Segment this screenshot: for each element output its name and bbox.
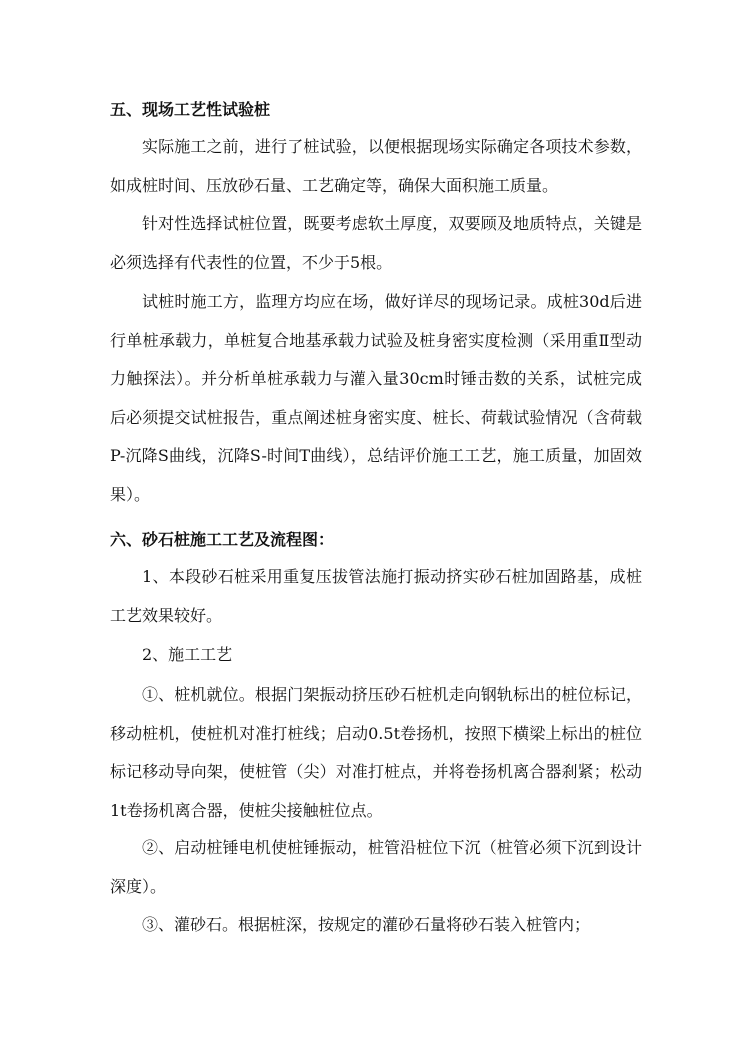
section-6-paragraph-4: ②、启动桩锤电机使桩锤振动，桩管沿桩位下沉（桩管必须下沉到设计深度）。	[110, 838, 642, 896]
section-5-paragraph-2: 针对性选择试桩位置，既要考虑软土厚度，双要顾及地质特点，关键是必须选择有代表性的位置，不少于5根。	[110, 214, 642, 272]
section-6-paragraph-2: 2、施工工艺	[142, 645, 233, 664]
section-6-heading: 六、砂石桩施工工艺及流程图：	[110, 530, 335, 549]
section-5-paragraph-1: 实际施工之前，进行了桩试验，以便根据现场实际确定各项技术参数，如成桩时间、压放砂石量、工艺确定等，确保大面积施工质量。	[110, 137, 642, 195]
section-6-paragraph-5: ③、灌砂石。根据桩深，按规定的灌砂石量将砂石装入桩管内；	[142, 915, 591, 934]
section-6-paragraph-3: ①、桩机就位。根据门架振动挤压砂石桩机走向钢轨标出的桩位标记，移动桩机，使桩机对准打桩线；启动0.5t卷扬机，按照下横梁上标出的桩位标记移动导向架，使桩管（尖）对准打桩点，并将卷扬机离合器刹紧；松动1t卷扬机离合器，使桩尖接触桩位点。	[110, 685, 642, 820]
section-5-heading: 五、现场工艺性试验桩	[110, 100, 271, 119]
section-6-paragraph-1: 1、本段砂石桩采用重复压拔管法施打振动挤实砂石桩加固路基，成桩工艺效果较好。	[110, 567, 642, 625]
section-5-paragraph-3: 试桩时施工方，监理方均应在场，做好详尽的现场记录。成桩30d后进行单桩承载力，单桩复合地基承载力试验及桩身密实度检测（采用重Ⅱ型动力触探法）。并分析单桩承载力与灌入量30cm时锤击数的关系，试桩完成后必须提交试桩报告，重点阐述桩身密实度、桩长、荷载试验情况（含荷载P-沉降S曲线，沉降S-时间T曲线），总结评价施工工艺，施工质量，加固效果）。	[110, 292, 642, 504]
